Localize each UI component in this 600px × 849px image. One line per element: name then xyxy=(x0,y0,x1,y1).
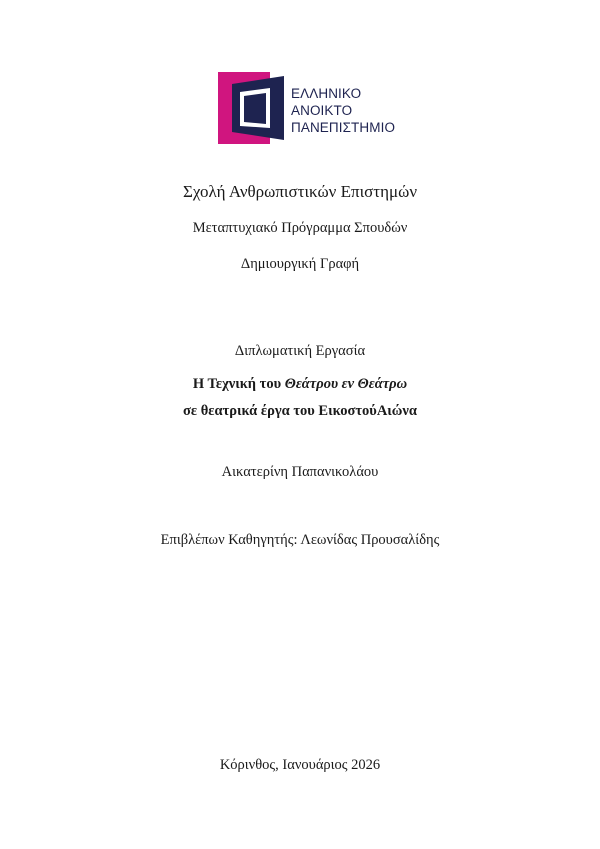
author-name: Αικατερίνη Παπανικολάου xyxy=(221,464,379,480)
logo-line-3: ΠΑΝΕΠΙΣΤΗΜΙΟ xyxy=(291,120,396,135)
university-logo xyxy=(218,70,408,146)
logo-line-1: ΕΛΛΗΝΙΚΟ xyxy=(291,86,362,101)
school-name: Σχολή Ανθρωπιστικών Επιστημών xyxy=(182,182,418,201)
thesis-title-line-2: σε θεατρικά έργα του ΕικοστούΑιώνα xyxy=(183,403,417,419)
logo-line-2: ΑΝΟΙΚΤΟ xyxy=(291,103,353,118)
logo-wordmark xyxy=(291,85,395,136)
thesis-title-part-2: Θεάτρου εν Θεάτρω xyxy=(284,376,408,392)
thesis-title-part-1: Η Τεχνική του xyxy=(192,376,285,392)
thesis-title-line-1 xyxy=(0,376,600,393)
program-name: Μεταπτυχιακό Πρόγραμμα Σπουδών xyxy=(192,220,408,236)
logo-emblem-icon xyxy=(218,70,290,146)
supervisor: Επιβλέπων Καθηγητής: Λεωνίδας Προυσαλίδης xyxy=(160,532,440,548)
specialization: Δημιουργική Γραφή xyxy=(240,256,360,272)
place-and-date: Κόρινθος, Ιανουάριος 2026 xyxy=(219,757,381,773)
document-type: Διπλωματική Εργασία xyxy=(234,343,366,359)
